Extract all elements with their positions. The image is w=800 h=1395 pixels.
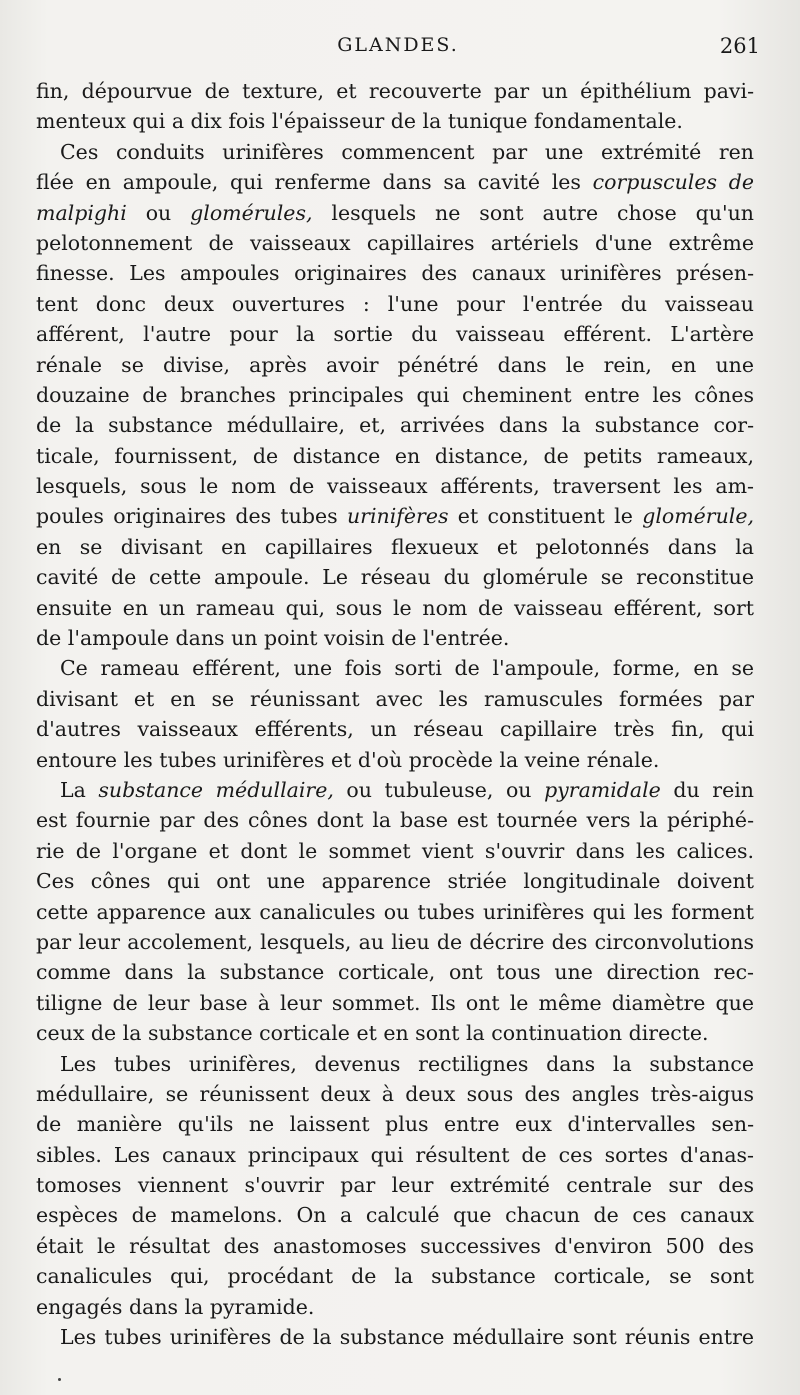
text-line: Les tubes urinifères de la substance médullaire sont réunis entre bbox=[60, 1325, 754, 1350]
text-run: ou bbox=[126, 200, 191, 225]
text-line: menteux qui a dix fois l'épaisseur de la tunique fondamentale. bbox=[36, 109, 683, 134]
italic-term: substance médullaire, bbox=[98, 777, 334, 802]
text-line: ensuite en un rameau qui, sous le nom de vaisseau efférent, sort bbox=[36, 595, 754, 620]
italic-term: pyramidale bbox=[544, 777, 661, 802]
text-line: pelotonnement de vaisseaux capillaires artériels d'une extrême bbox=[36, 230, 754, 255]
text-run: flée en ampoule, qui renferme dans sa cavité les bbox=[36, 170, 593, 195]
text-line: tent donc deux ouvertures : l'une pour l'entrée du vaisseau bbox=[36, 291, 754, 316]
text-line: finesse. Les ampoules originaires des canaux urinifères présen- bbox=[36, 261, 754, 286]
text-line: de manière qu'ils ne laissent plus entre eux d'intervalles sen- bbox=[36, 1112, 754, 1137]
text-line: Ces cônes qui ont une apparence striée longitudinale doivent bbox=[36, 869, 754, 894]
text-line: d'autres vaisseaux efférents, un réseau capillaire très fin, qui bbox=[36, 717, 754, 742]
text-run: La bbox=[60, 777, 99, 802]
text-line: engagés dans la pyramide. bbox=[36, 1294, 315, 1319]
text-line bbox=[36, 501, 754, 531]
body-text bbox=[36, 76, 754, 1352]
text-line: rénale se divise, après avoir pénétré dans le rein, en une bbox=[36, 352, 754, 377]
italic-term: glomérule, bbox=[642, 504, 754, 529]
text-run: du rein bbox=[660, 777, 754, 802]
text-run: poules originaires des tubes bbox=[36, 504, 347, 529]
text-line bbox=[36, 775, 754, 805]
text-line: canalicules qui, procédant de la substance corticale, se sont bbox=[36, 1264, 754, 1289]
text-line: Ce rameau efférent, une fois sorti de l'ampoule, forme, en se bbox=[60, 656, 754, 681]
text-line: cavité de cette ampoule. Le réseau du glomérule se reconstitue bbox=[36, 565, 754, 590]
text-line: divisant et en se réunissant avec les ramuscules formées par bbox=[36, 686, 754, 711]
page-number: 261 bbox=[719, 34, 760, 58]
text-run: et constituent le bbox=[448, 504, 643, 529]
text-line: par leur accolement, lesquels, au lieu de décrire des circonvolutions bbox=[36, 929, 754, 954]
text-run: lesquels ne sont autre chose qu'un bbox=[312, 200, 754, 225]
text-line: médullaire, se réunissent deux à deux sous des angles très-aigus bbox=[36, 1081, 754, 1106]
text-line: entoure les tubes urinifères et d'où procède la veine rénale. bbox=[36, 747, 660, 772]
text-line: ceux de la substance corticale et en sont la continuation directe. bbox=[36, 1021, 709, 1046]
text-line: ticale, fournissent, de distance en distance, de petits rameaux, bbox=[36, 443, 754, 468]
text-line: de l'ampoule dans un point voisin de l'entrée. bbox=[36, 626, 510, 651]
text-line: fin, dépourvue de texture, et recouverte par un épithélium pavi- bbox=[36, 79, 754, 103]
text-line: en se divisant en capillaires flexueux et pelotonnés dans la bbox=[36, 534, 754, 559]
text-line: cette apparence aux canalicules ou tubes urinifères qui les forment bbox=[36, 899, 754, 924]
text-line: de la substance médullaire, et, arrivées dans la substance cor- bbox=[36, 413, 754, 438]
print-speck bbox=[58, 1378, 61, 1381]
running-header bbox=[36, 30, 760, 64]
text-line: est fournie par des cônes dont la base est tournée vers la périphé- bbox=[36, 808, 754, 833]
text-run: ou tubuleuse, ou bbox=[333, 777, 545, 802]
running-title: GLANDES. bbox=[337, 34, 459, 56]
italic-term: corpuscules de bbox=[592, 170, 754, 195]
text-line: afférent, l'autre pour la sortie du vaisseau efférent. L'artère bbox=[36, 322, 754, 347]
text-line: Ces conduits urinifères commencent par une extrémité ren bbox=[60, 139, 754, 164]
text-line: douzaine de branches principales qui cheminent entre les cônes bbox=[36, 382, 754, 407]
italic-term: malpighi bbox=[36, 200, 127, 225]
text-line: Les tubes urinifères, devenus rectilignes dans la substance bbox=[60, 1051, 754, 1076]
text-line: comme dans la substance corticale, ont tous une direction rec- bbox=[36, 960, 754, 985]
text-line: tiligne de leur base à leur sommet. Ils ont le même diamètre que bbox=[36, 990, 754, 1015]
text-line bbox=[36, 198, 754, 228]
text-line: espèces de mamelons. On a calculé que chacun de ces canaux bbox=[36, 1203, 754, 1228]
text-line: sibles. Les canaux principaux qui résultent de ces sortes d'anas- bbox=[36, 1142, 754, 1167]
text-line: était le résultat des anastomoses successives d'environ 500 des bbox=[36, 1233, 754, 1258]
text-line: rie de l'organe et dont le sommet vient s'ouvrir dans les calices. bbox=[36, 838, 754, 863]
italic-term: urinifères bbox=[346, 504, 449, 529]
text-line: tomoses viennent s'ouvrir par leur extrémité centrale sur des bbox=[36, 1173, 754, 1198]
text-line bbox=[36, 167, 754, 197]
text-line: lesquels, sous le nom de vaisseaux afférents, traversent les am- bbox=[36, 474, 754, 499]
italic-term: glomérules, bbox=[190, 200, 313, 225]
